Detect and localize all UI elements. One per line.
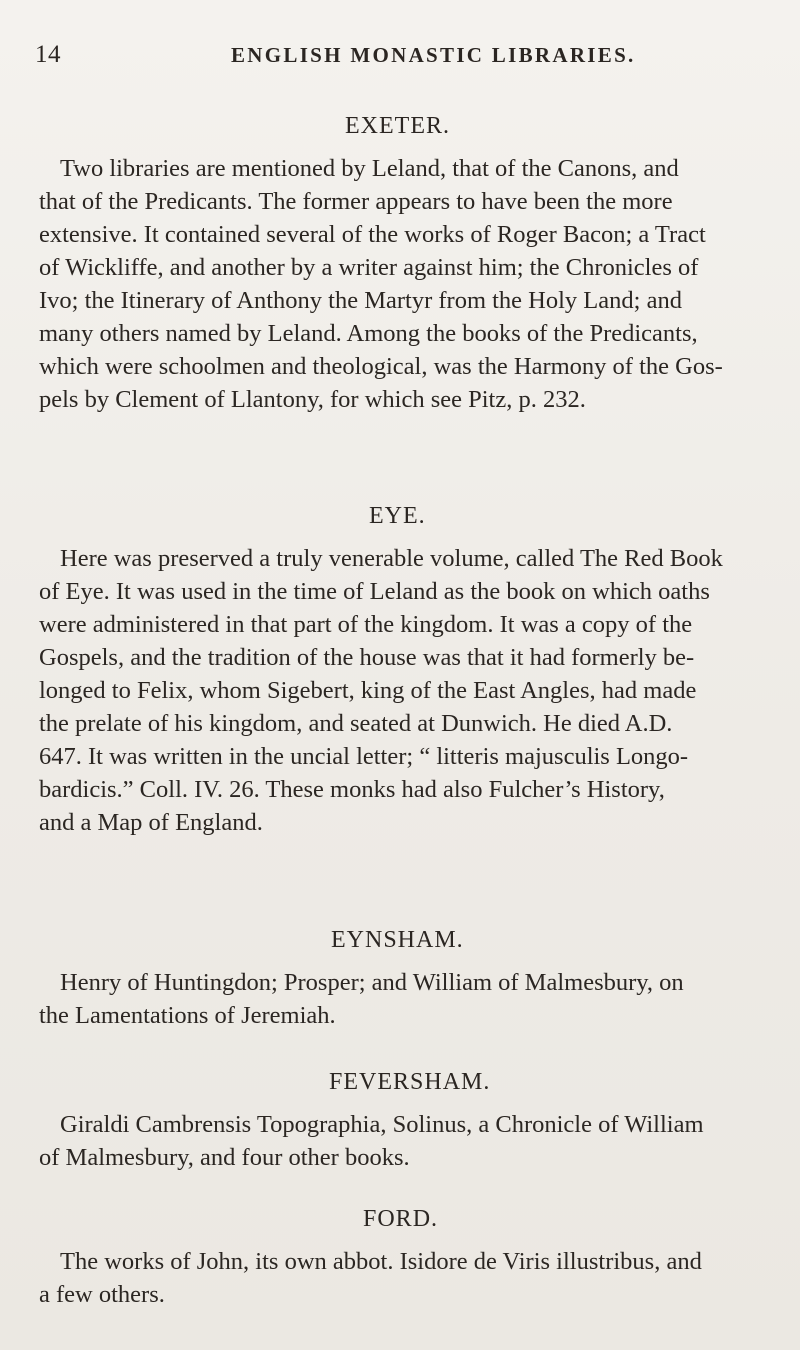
page-number: 14 <box>35 41 61 68</box>
text-line: Two libraries are mentioned by Leland, that of the Canons, and <box>60 155 679 182</box>
text-line: of Malmesbury, and four other books. <box>39 1144 410 1171</box>
section-heading: FEVERSHAM. <box>329 1069 491 1095</box>
text-line: the prelate of his kingdom, and seated at Dunwich. He died A.D. <box>39 710 673 737</box>
text-line: The works of John, its own abbot. Isidore de Viris illustribus, and <box>60 1248 702 1275</box>
text-line: bardicis.” Coll. IV. 26. These monks had also Fulcher’s History, <box>39 776 665 803</box>
text-line: pels by Clement of Llantony, for which see Pitz, p. 232. <box>39 386 586 413</box>
text-line: Henry of Huntingdon; Prosper; and William of Malmesbury, on <box>60 969 684 996</box>
text-line: Gospels, and the tradition of the house was that it had formerly be- <box>39 644 695 671</box>
section-heading: EXETER. <box>345 113 450 139</box>
text-line: a few others. <box>39 1281 165 1308</box>
running-title: ENGLISH MONASTIC LIBRARIES. <box>231 43 636 67</box>
section-heading: EYNSHAM. <box>331 927 464 953</box>
section-heading: FORD. <box>363 1206 439 1232</box>
text-line: of Wickliffe, and another by a writer against him; the Chronicles of <box>39 254 699 281</box>
text-line: extensive. It contained several of the works of Roger Bacon; a Tract <box>39 221 706 248</box>
text-line: that of the Predicants. The former appears to have been the more <box>39 188 673 215</box>
text-line: the Lamentations of Jeremiah. <box>39 1002 336 1029</box>
text-line: Here was preserved a truly venerable volume, called The Red Book <box>60 545 723 572</box>
text-line: which were schoolmen and theological, was the Harmony of the Gos- <box>39 353 723 380</box>
text-line: 647. It was written in the uncial letter; “ litteris majusculis Longo- <box>39 743 689 770</box>
text-line: were administered in that part of the kingdom. It was a copy of the <box>39 611 693 638</box>
text-line: many others named by Leland. Among the books of the Predicants, <box>39 320 698 347</box>
text-line: Giraldi Cambrensis Topographia, Solinus, a Chronicle of William <box>60 1111 704 1138</box>
section-heading: EYE. <box>369 503 426 529</box>
text-line: of Eye. It was used in the time of Leland as the book on which oaths <box>39 578 710 605</box>
text-line: and a Map of England. <box>39 809 263 836</box>
text-line: longed to Felix, whom Sigebert, king of the East Angles, had made <box>39 677 697 704</box>
running-head <box>35 41 770 69</box>
text-line: Ivo; the Itinerary of Anthony the Martyr from the Holy Land; and <box>39 287 682 314</box>
